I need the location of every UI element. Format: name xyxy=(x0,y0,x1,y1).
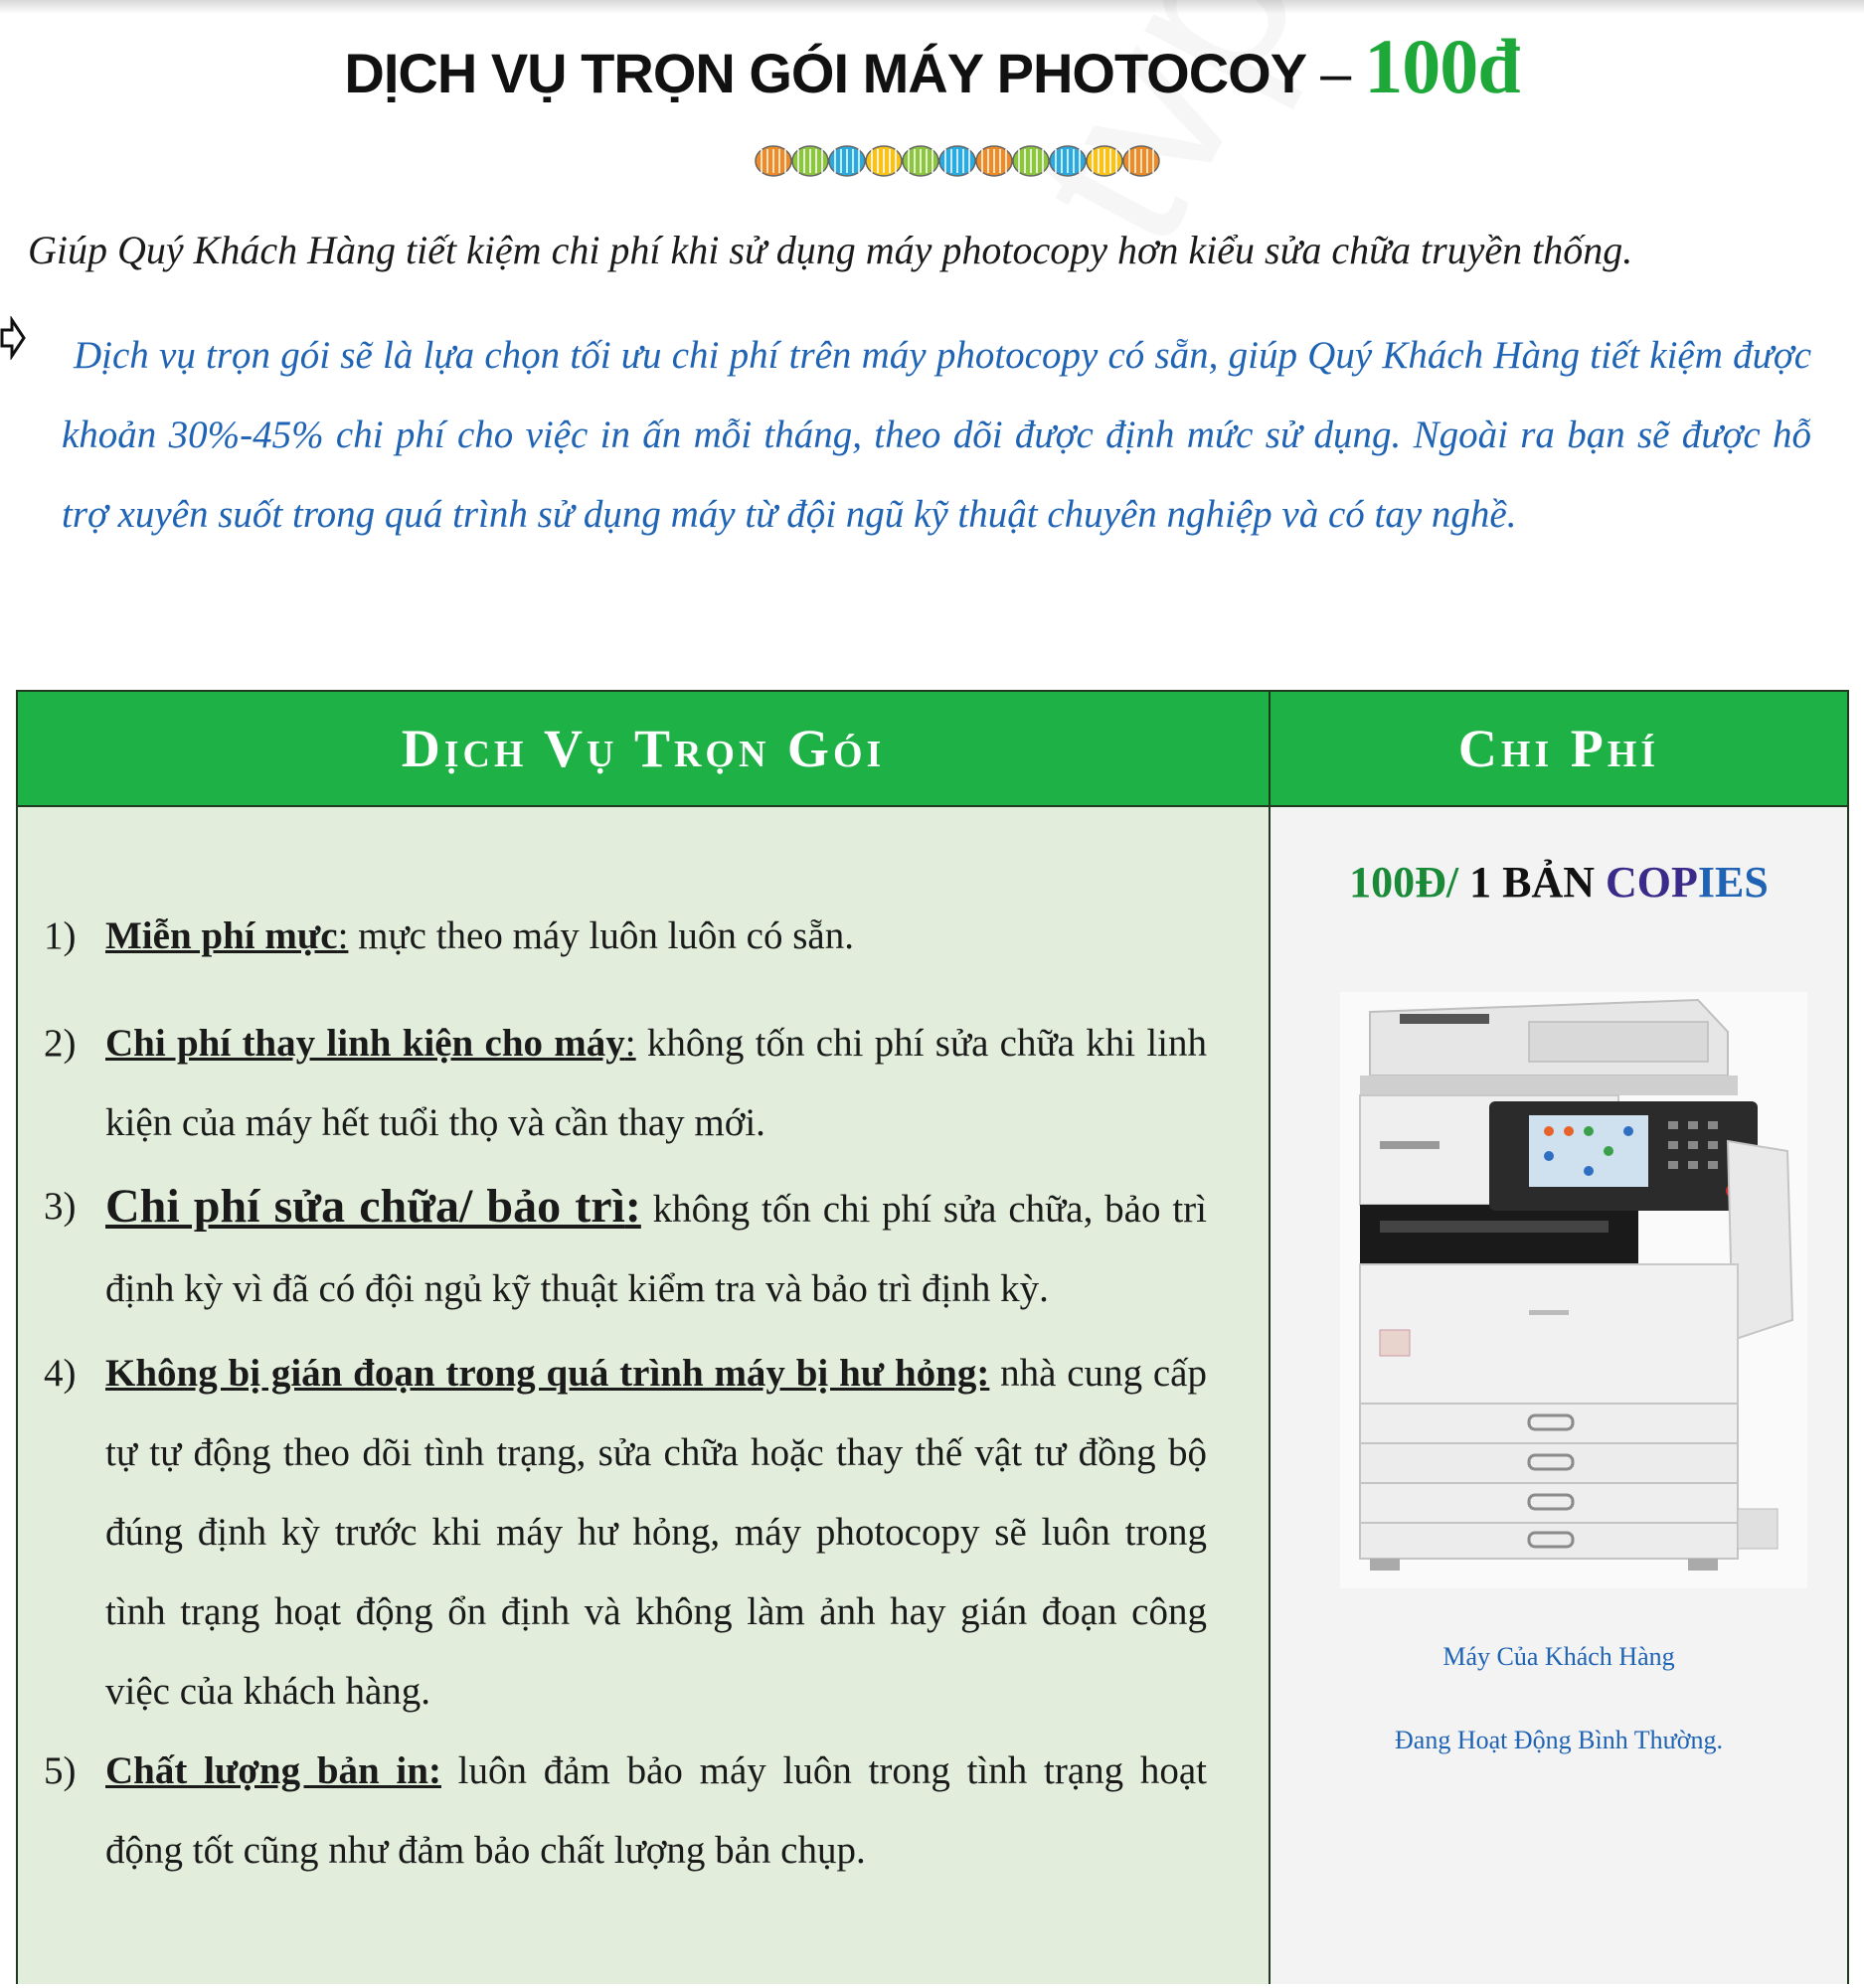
item-title: Chi phí thay linh kiện cho máy xyxy=(105,1022,625,1065)
cost-title: 100Đ/ 1 BẢN COPIES xyxy=(1349,858,1769,907)
item-title: Chi phí sửa chữa/ bảo trì xyxy=(105,1180,625,1233)
service-list-cell: 1) Miễn phí mực: mực theo máy luôn luôn có sẵn. 2) Chi phí thay linh kiện cho máy: không tốn chi phí sửa chữa khi linh kiện của máy hết tuổi thọ và cần thay mới. 3) Chi phí sửa chữa/ bảo trì: không tốn chi phí sửa chữa, bảo trì định kỳ vì đã có đội ngủ kỹ thuật kiểm tra và bảo trì định kỳ. 4) Không bị gián đoạn trong quá trình máy bị hư hỏng: nhà cung cấp tự tự động theo dõi tình trạng, sửa chữa hoặc thay thế vật tư đồng bộ đúng định kỳ trước khi máy hư hỏng, máy photocopy sẽ luôn trong tình trạng hoạt động ổn định và không làm ảnh hay gián đoạn công việc của khách hàng. 5) Chất lượng bản in: luôn đảm bảo máy luôn trong tình trạng hoạt động tốt cũng như đảm bảo chất lượng bản chụp. xyxy=(18,805,1271,1984)
table-header-service: Dịch Vụ Trọn Gói xyxy=(18,692,1271,805)
item-text: luôn đảm bảo máy luôn trong tình trạng hoạt động tốt cũng như đảm bảo chất lượng bản chụp. xyxy=(105,1749,1207,1872)
item-text: không tốn chi phí sửa chữa, bảo trì định kỳ vì đã có đội ngủ kỹ thuật kiểm tra và bảo trì định kỳ. xyxy=(105,1188,1207,1310)
decorative-divider xyxy=(754,143,1163,179)
description-text: Dịch vụ trọn gói sẽ là lựa chọn tối ưu chi phí trên máy photocopy có sẵn, giúp Quý Khách Hàng tiết kiệm được khoản 30%-45% chi phí cho việc in ấn mỗi tháng, theo dõi được định mức sử dụng. Ngoài ra bạn sẽ được hỗ trợ xuyên suốt trong quá trình sử dụng máy từ đội ngũ kỹ thuật chuyên nghiệp và có tay nghề. xyxy=(62,334,1811,536)
arrow-bullet-icon xyxy=(0,316,26,360)
item-title: Không bị gián đoạn trong quá trình máy bị hư hỏng: xyxy=(105,1352,990,1395)
item-text: không tốn chi phí sửa chữa khi linh kiện của máy hết tuổi thọ và cần thay mới. xyxy=(105,1022,1207,1144)
photocopier-image xyxy=(1340,992,1807,1588)
service-table xyxy=(16,690,1849,1984)
title-price: 100đ xyxy=(1364,23,1520,109)
item-text: mực theo máy luôn luôn có sẵn. xyxy=(348,914,854,957)
item-text: nhà cung cấp tự tự động theo dõi tình trạng, sửa chữa hoặc thay thế vật tư đồng bộ đúng định kỳ trước khi máy hư hỏng, máy photocopy sẽ luôn trong tình trạng hoạt động ổn định và không làm ảnh hay gián đoạn công việc của khách hàng. xyxy=(105,1352,1207,1713)
page-title xyxy=(0,22,1864,111)
caption-line-2: Đang Hoạt Động Bình Thường. xyxy=(1395,1726,1723,1754)
item-title: Miễn phí mực xyxy=(105,914,338,957)
intro-text: Giúp Quý Khách Hàng tiết kiệm chi phí khi sử dụng máy photocopy hơn kiểu sửa chữa truyền thống. xyxy=(28,228,1633,272)
caption-line-1: Máy Của Khách Hàng xyxy=(1442,1642,1675,1671)
title-main: DỊCH VỤ TRỌN GÓI MÁY PHOTOCOY xyxy=(344,42,1307,104)
title-dash: – xyxy=(1320,42,1351,104)
description-paragraph xyxy=(62,316,1811,555)
item-title: Chất lượng bản in: xyxy=(105,1749,441,1792)
cost-cell xyxy=(1271,805,1847,1984)
table-header-cost: Chi Phí xyxy=(1271,692,1847,805)
top-shadow xyxy=(0,0,1864,14)
